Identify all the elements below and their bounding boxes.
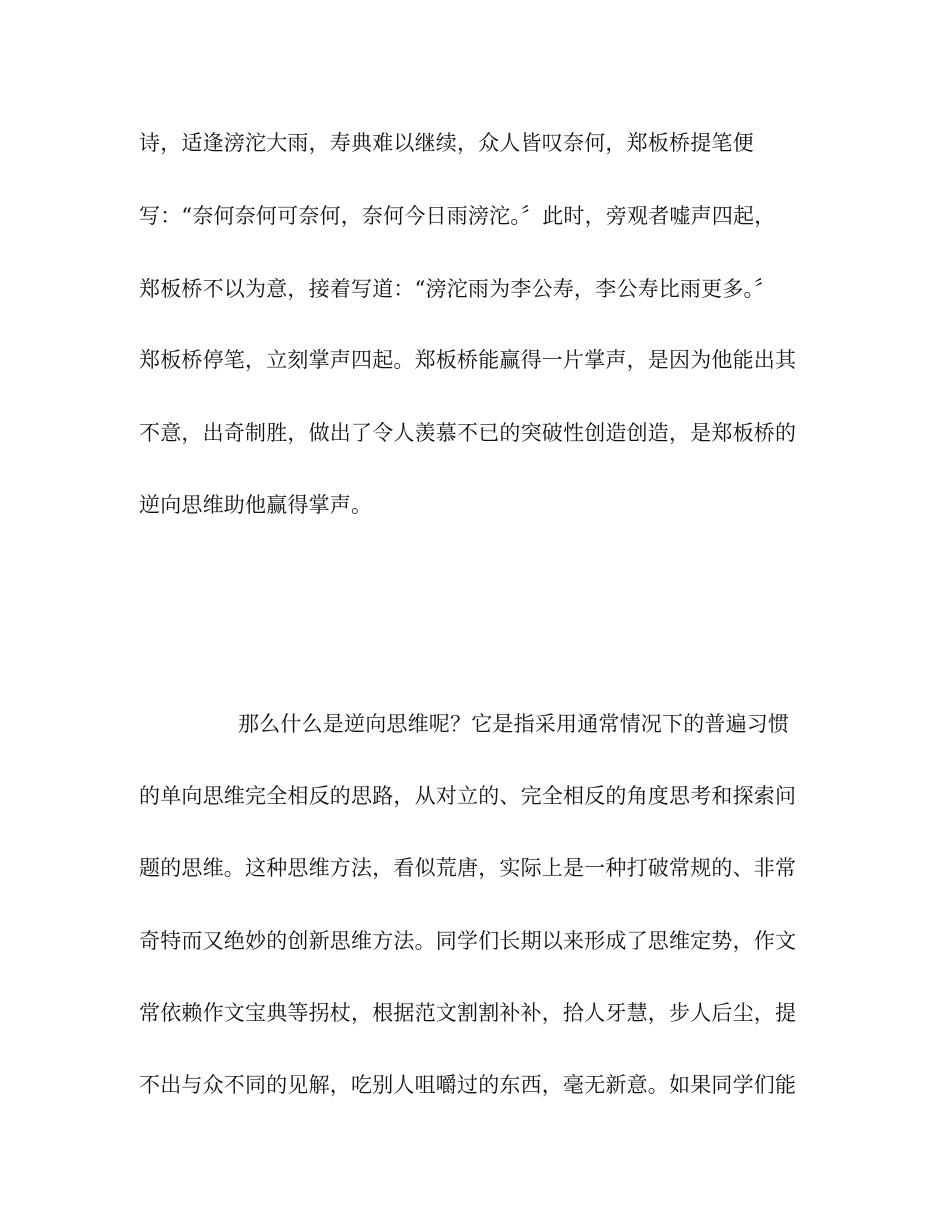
paragraph-2-line-5: 常依赖作文宝典等拐杖，根据范文割割补补，拾人牙慧，步人后尘，提 <box>139 1001 797 1025</box>
paragraph-2-line-1: 那么什么是逆向思维呢？它是指采用通常情况下的普遍习惯 <box>238 712 790 736</box>
paragraph-2-line-4: 奇特而又绝妙的创新思维方法。同学们长期以来形成了思维定势，作文 <box>139 929 797 953</box>
paragraph-2-line-2: 的单向思维完全相反的思路，从对立的、完全相反的角度思考和探索问 <box>139 784 797 808</box>
paragraph-1-line-2: 写：“奈何奈何可奈何，奈何今日雨滂沱。〞此时，旁观者嘘声四起， <box>139 204 776 228</box>
paragraph-2-line-3: 题的思维。这种思维方法，看似荒唐，实际上是一种打破常规的、非常 <box>139 856 797 880</box>
paragraph-1-line-4: 郑板桥停笔，立刻掌声四起。郑板桥能赢得一片掌声，是因为他能出其 <box>139 348 797 372</box>
paragraph-1-line-5: 不意，出奇制胜，做出了令人羡慕不已的突破性创造创造，是郑板桥的 <box>139 421 797 445</box>
paragraph-1-line-6: 逆向思维助他赢得掌声。 <box>139 493 373 517</box>
paragraph-1-line-1: 诗，适逢滂沱大雨，寿典难以继续，众人皆叹奈何，郑板桥提笔便 <box>139 131 754 155</box>
paragraph-2-line-6: 不出与众不同的见解，吃别人咀嚼过的东西，毫无新意。如果同学们能 <box>139 1073 797 1097</box>
paragraph-1-line-3: 郑板桥不以为意，接着写道：“滂沱雨为李公寿，李公寿比雨更多。〞 <box>139 277 776 301</box>
